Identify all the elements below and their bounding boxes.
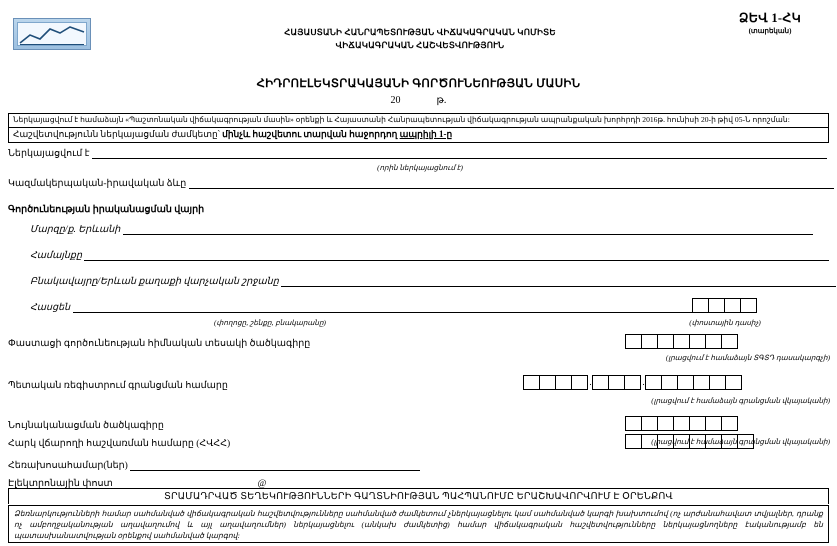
taxpayer-cell[interactable] — [625, 434, 642, 449]
taxpayer-cell[interactable] — [657, 434, 674, 449]
identification-cell[interactable] — [625, 416, 642, 431]
row-taxpayer-number — [8, 438, 230, 449]
registry-cell[interactable] — [523, 375, 540, 390]
postal-cell[interactable] — [724, 298, 741, 313]
caption-postal-code: (փոստային դասիչ) — [689, 319, 761, 327]
label-phone: Հեռախոսահամար(ներ) — [8, 461, 128, 471]
identification-cell[interactable] — [673, 416, 690, 431]
activity-code-cell[interactable] — [689, 334, 706, 349]
row-community — [30, 250, 829, 261]
email-at-symbol: @ — [257, 479, 267, 489]
input-phone[interactable] — [130, 460, 420, 471]
row-phone — [8, 460, 420, 471]
caption-identification-code: (լրացվում է համաձայն գրանցման վկայականի) — [651, 438, 830, 446]
confidentiality-banner: ՏՐԱՄԱԴՐՎԱԾ ՏԵՂԵԿՈՒԹՅՈՒՆՆԵՐԻ ԳԱՂՏՆԻՈՒԹՅԱՆ ՊԱՀՊԱՆՈՒՄԸ ԵՐԱՇԽԱՎՈՐՎՈՒՄ Է ՕՐԵՆՔՈՎ — [8, 488, 829, 504]
postal-cell[interactable] — [740, 298, 757, 313]
row-registry-number — [8, 380, 228, 391]
row-activity-location-heading — [8, 204, 204, 215]
registry-cell[interactable] — [661, 375, 678, 390]
registry-cell[interactable] — [592, 375, 609, 390]
activity-code-cell[interactable] — [657, 334, 674, 349]
year-suffix: թ. — [436, 95, 447, 106]
org-line-1: ՀԱՅԱՍՏԱՆԻ ՀԱՆՐԱՊԵՏՈՒԹՅԱՆ ՎԻՃԱԿԱԳՐԱԿԱՆ ԿՈՄԻՏԵ — [284, 27, 556, 37]
registry-separator-dot: . — [642, 377, 645, 387]
row-activity-code — [8, 338, 310, 349]
penalty-note: Ձեռնարկությունների համար սահմանված վիճակագրական հաշվետվությունները սահմանված ժամկետում չներկայացնելու կամ սահմանված կարգի խախտումով (ոչ արժանահավատ տվյալներ, դրանք ոչ ամբողջականության աղավաղումով և այլ աղավաղումներ) ներկայացնելու (անկախ ժամկետից) համար վիճակագրական հաշվետվությունները ներկայացնողները էականությամբ են պատասխանատվության օրենքով սահմանված կարգով: — [8, 505, 829, 543]
identification-cell[interactable] — [721, 416, 738, 431]
label-region: Մարզը/ք. Երևանի — [30, 225, 121, 235]
registry-number-cells[interactable] — [523, 375, 742, 390]
taxpayer-number-cells[interactable] — [625, 434, 754, 449]
caption-activity-code: (լրացվում է համաձայն ՏԳՏԴ դասակարգչի) — [665, 354, 830, 362]
logo-chart-graphic — [18, 23, 87, 46]
caption-address: (փողոցը, շենքը, բնակարանը) — [214, 319, 326, 327]
legal-note: Ներկայացվում է համաձայն «Պաշտոնական վիճակագրության մասին» օրենքի և Հայաստանի Հանրապետության վիճակագրության ապրանքական խորհրդի 2016թ. հունիսի 20-ի թիվ 05-Ն որոշման: — [8, 113, 829, 128]
label-settlement: Բնակավայրը/Երևան քաղաքի վարչական շրջանը — [30, 277, 279, 287]
taxpayer-cell[interactable] — [689, 434, 706, 449]
label-email: Էլեկտրոնային փոստ — [8, 479, 113, 489]
input-submitted-to[interactable] — [92, 148, 827, 159]
identification-cell[interactable] — [689, 416, 706, 431]
taxpayer-cell[interactable] — [737, 434, 754, 449]
row-submitted-to — [8, 148, 827, 159]
label-submitted-to: Ներկայացվում է — [8, 149, 90, 159]
label-address: Հասցեն — [30, 303, 71, 313]
registry-cell[interactable] — [677, 375, 694, 390]
form-code-block — [715, 10, 825, 35]
postal-cell[interactable] — [708, 298, 725, 313]
row-identification-code — [8, 420, 164, 431]
input-legal-form[interactable] — [189, 178, 834, 189]
deadline-note — [8, 127, 829, 143]
row-legal-form — [8, 178, 834, 189]
row-settlement — [30, 276, 836, 287]
label-legal-form: Կազմակերպական-իրավական ձևը — [8, 179, 187, 189]
label-activity-location: Գործունեության իրականացման վայրի — [8, 205, 205, 215]
activity-code-cell[interactable] — [721, 334, 738, 349]
label-identification-code: Նույնականացման ծածկագիրը — [8, 421, 164, 431]
caption-submitted-to: (որին ներկայացնում է) — [377, 164, 463, 172]
label-community: Համայնքը — [30, 251, 82, 261]
identification-cell[interactable] — [657, 416, 674, 431]
activity-code-cell[interactable] — [705, 334, 722, 349]
taxpayer-cell[interactable] — [641, 434, 658, 449]
registry-cell[interactable] — [539, 375, 556, 390]
activity-code-cells[interactable] — [625, 334, 738, 349]
deadline-bold: մինչև հաշվետու տարվան հաջորդող — [222, 129, 398, 139]
registry-cell[interactable] — [555, 375, 572, 390]
identification-cell[interactable] — [705, 416, 722, 431]
caption-registry-number: (լրացվում է համաձայն գրանցման վկայականի) — [651, 397, 830, 405]
year-prefix: 20 — [390, 95, 401, 106]
page-title: ՀԻԴՐՈԷԼԵԿՏՐԱԿԱՅԱՆԻ ԳՈՐԾՈՒՆԵՈՒԹՅԱՆ ՄԱՍԻՆ — [256, 78, 581, 90]
taxpayer-cell[interactable] — [721, 434, 738, 449]
registry-separator-dot: . — [589, 377, 592, 387]
identification-code-cells[interactable] — [625, 416, 738, 431]
label-taxpayer-number: Հարկ վճարողի հաշվառման համարը (ՀՎՀՀ) — [8, 439, 231, 449]
label-activity-code: Փաստացի գործունեության հիմնական տեսակի ծածկագիրը — [8, 339, 311, 349]
registry-cell[interactable] — [624, 375, 641, 390]
input-address[interactable] — [73, 302, 693, 313]
deadline-underline: ապրիլի 1-ը — [399, 129, 453, 139]
organization-heading — [180, 26, 660, 52]
chart-logo-icon — [13, 18, 91, 50]
registry-cell[interactable] — [693, 375, 710, 390]
registry-cell[interactable] — [709, 375, 726, 390]
input-region[interactable] — [123, 224, 813, 235]
activity-code-cell[interactable] — [625, 334, 642, 349]
form-code: ՁԵՎ 1-ՀԿ — [738, 11, 802, 25]
input-community[interactable] — [84, 250, 829, 261]
row-address — [30, 302, 693, 313]
label-registry-number: Պետական ռեգիստրում գրանցման համարը — [8, 381, 228, 391]
form-periodicity: (տարեկան) — [748, 27, 792, 35]
registry-cell[interactable] — [645, 375, 662, 390]
input-settlement[interactable] — [281, 276, 836, 287]
activity-code-cell[interactable] — [673, 334, 690, 349]
logo-inner — [17, 22, 87, 46]
registry-cell[interactable] — [725, 375, 742, 390]
postal-code-cells[interactable] — [692, 298, 757, 313]
registry-cell[interactable] — [608, 375, 625, 390]
taxpayer-cell[interactable] — [673, 434, 690, 449]
taxpayer-cell[interactable] — [705, 434, 722, 449]
deadline-prefix: Հաշվետվությունն ներկայացման ժամկետը՝ — [13, 129, 220, 139]
registry-cell[interactable] — [571, 375, 588, 390]
identification-cell[interactable] — [641, 416, 658, 431]
row-region — [30, 224, 813, 235]
postal-cell[interactable] — [692, 298, 709, 313]
year-line — [0, 95, 837, 106]
org-line-2: ՎԻՃԱԿԱԳՐԱԿԱՆ ՀԱՇՎԵՏՎՈՒԹՅՈՒՆ — [335, 40, 505, 50]
activity-code-cell[interactable] — [641, 334, 658, 349]
